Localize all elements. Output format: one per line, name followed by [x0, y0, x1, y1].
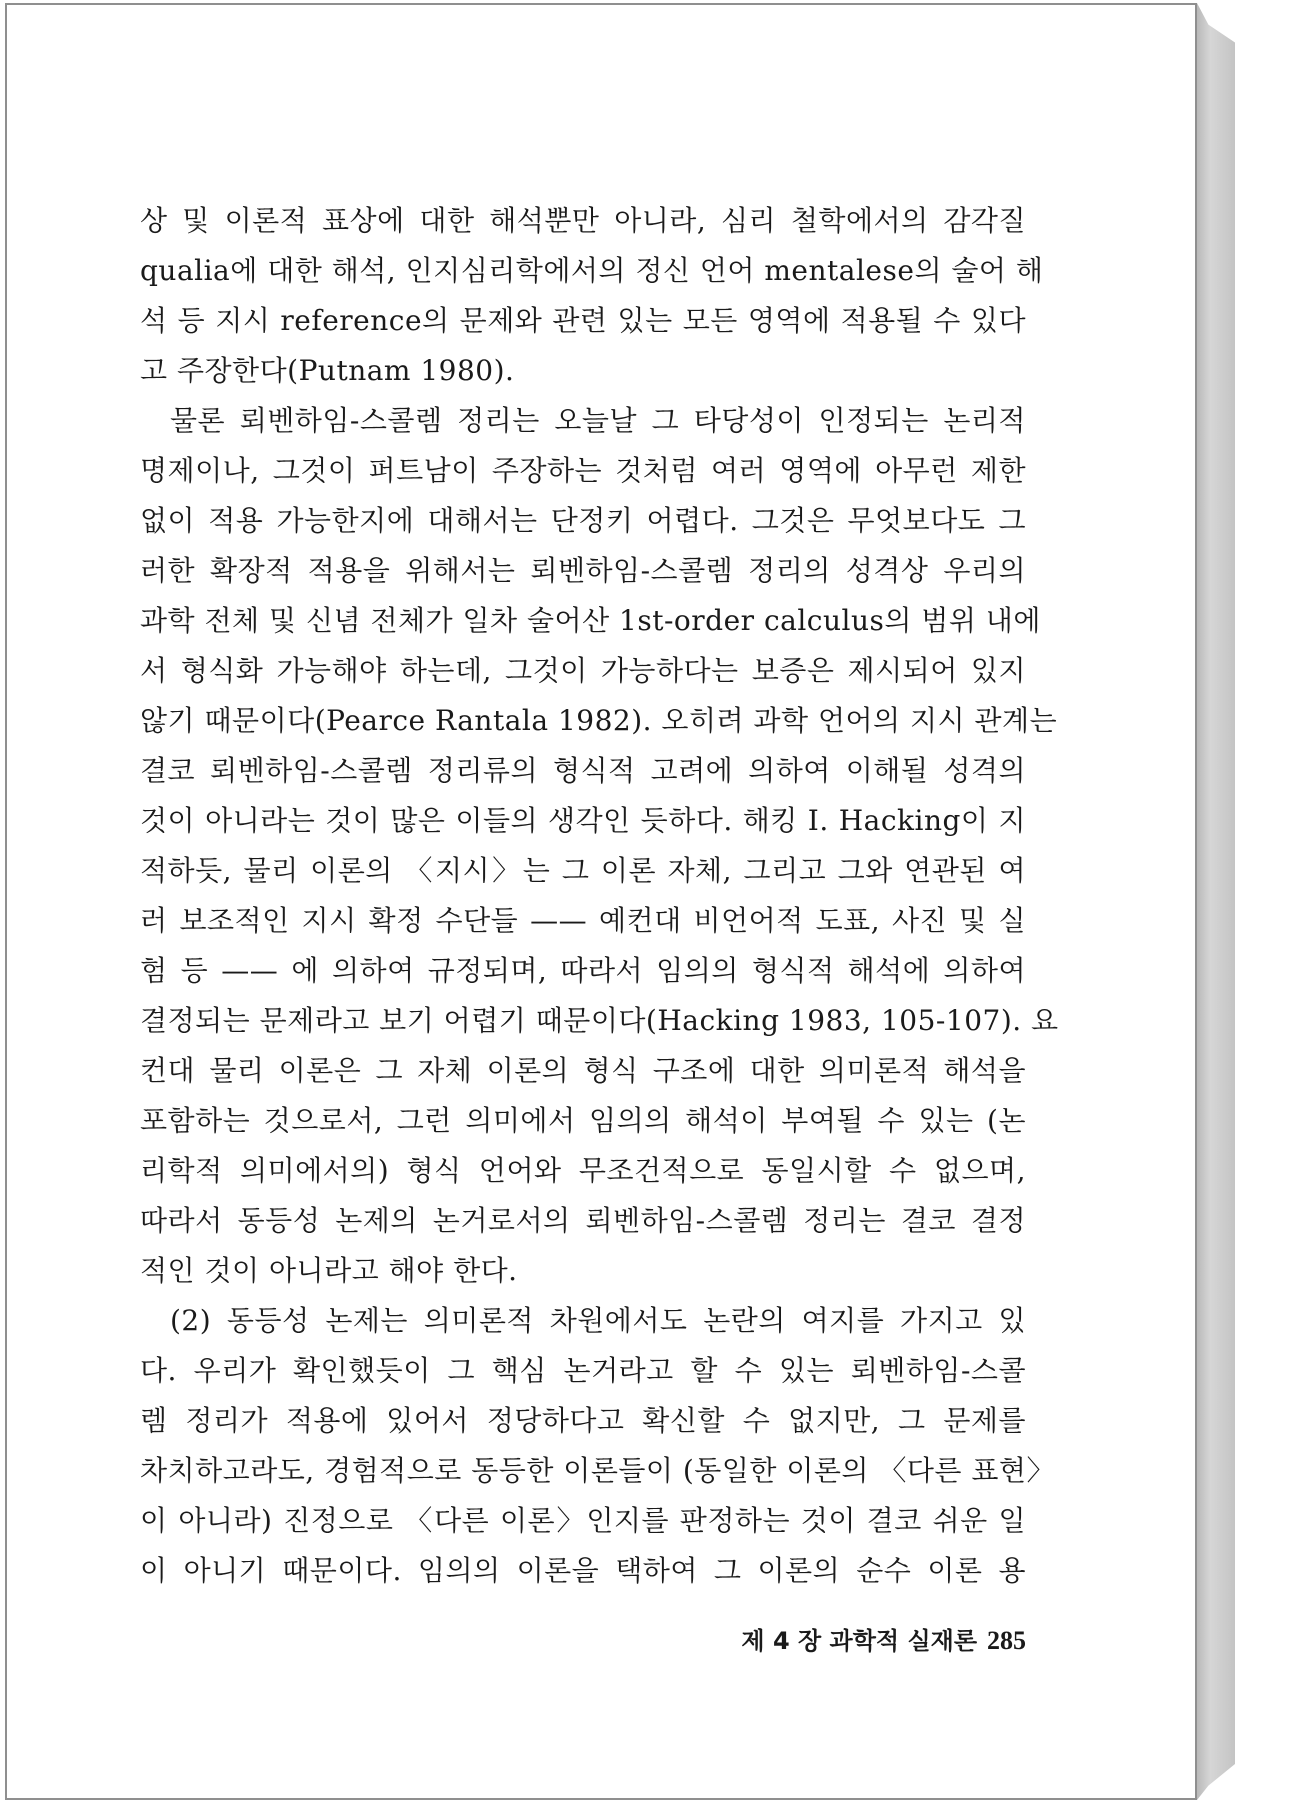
text-line: 러한 확장적 적용을 위해서는 뢰벤하임-스콜렘 정리의 성격상 우리의	[140, 554, 1026, 587]
text-line: 과학 전체 및 신념 전체가 일차 술어산 1st-order calculus의 범위 내에	[140, 604, 1041, 637]
text-line: 리학적 의미에서의) 형식 언어와 무조건적으로 동일시할 수 없으며,	[140, 1154, 1026, 1187]
text-line: 차치하고라도, 경험적으로 동등한 이론들이 (동일한 이론의 〈다른 표현〉	[140, 1454, 1055, 1487]
text-line: 렘 정리가 적용에 있어서 정당하다고 확신할 수 없지만, 그 문제를	[140, 1404, 1026, 1437]
text-line: 컨대 물리 이론은 그 자체 이론의 형식 구조에 대한 의미론적 해석을	[140, 1054, 1026, 1087]
text-line: 험 등 —— 에 의하여 규정되며, 따라서 임의의 형식적 해석에 의하여	[140, 954, 1026, 987]
text-line: 고 주장한다(Putnam 1980).	[140, 354, 515, 387]
text-line: 없이 적용 가능한지에 대해서는 단정키 어렵다. 그것은 무엇보다도 그	[140, 504, 1026, 537]
text-line: 이 아니라) 진정으로 〈다른 이론〉인지를 판정하는 것이 결코 쉬운 일	[140, 1504, 1026, 1537]
text-line: (2) 동등성 논제는 의미론적 차원에서도 논란의 여지를 가지고 있	[170, 1304, 1026, 1337]
text-line: 석 등 지시 reference의 문제와 관련 있는 모든 영역에 적용될 수 있다	[140, 304, 1026, 337]
text-line: 서 형식화 가능해야 하는데, 그것이 가능하다는 보증은 제시되어 있지	[140, 654, 1026, 687]
chapter-title: 제 4 장 과학적 실재론	[741, 1627, 977, 1655]
text-line: 결코 뢰벤하임-스콜렘 정리류의 형식적 고려에 의하여 이해될 성격의	[140, 754, 1026, 787]
text-line: 물론 뢰벤하임-스콜렘 정리는 오늘날 그 타당성이 인정되는 논리적	[170, 404, 1026, 437]
text-line: 명제이나, 그것이 퍼트남이 주장하는 것처럼 여러 영역에 아무런 제한	[140, 454, 1026, 487]
text-line: 않기 때문이다(Pearce Rantala 1982). 오히려 과학 언어의 지시 관계는	[140, 704, 1058, 737]
text-line: 이 아니기 때문이다. 임의의 이론을 택하여 그 이론의 순수 이론 용	[140, 1554, 1026, 1587]
text-line: 결정되는 문제라고 보기 어렵기 때문이다(Hacking 1983, 105-107). 요	[140, 1004, 1059, 1037]
text-line: 다. 우리가 확인했듯이 그 핵심 논거라고 할 수 있는 뢰벤하임-스콜	[140, 1354, 1026, 1387]
page-edge-shadow	[1197, 3, 1235, 1800]
text-line: 적인 것이 아니라고 해야 한다.	[140, 1254, 518, 1287]
page-footer	[140, 1621, 1026, 1656]
text-line: 것이 아니라는 것이 많은 이들의 생각인 듯하다. 해킹 I. Hacking이 지	[140, 804, 1026, 837]
text-line: 적하듯, 물리 이론의 〈지시〉는 그 이론 자체, 그리고 그와 연관된 여	[140, 854, 1026, 887]
text-line: qualia에 대한 해석, 인지심리학에서의 정신 언어 mentalese의 술어 해	[140, 254, 1044, 287]
text-line: 러 보조적인 지시 확정 수단들 —— 예컨대 비언어적 도표, 사진 및 실	[140, 904, 1026, 937]
text-line: 포함하는 것으로서, 그런 의미에서 임의의 해석이 부여될 수 있는 (논	[140, 1104, 1026, 1137]
text-line: 상 및 이론적 표상에 대한 해석뿐만 아니라, 심리 철학에서의 감각질	[140, 204, 1026, 237]
page-number: 285	[987, 1626, 1026, 1655]
body-text	[140, 196, 1059, 1596]
text-line: 따라서 동등성 논제의 논거로서의 뢰벤하임-스콜렘 정리는 결코 결정	[140, 1204, 1026, 1237]
